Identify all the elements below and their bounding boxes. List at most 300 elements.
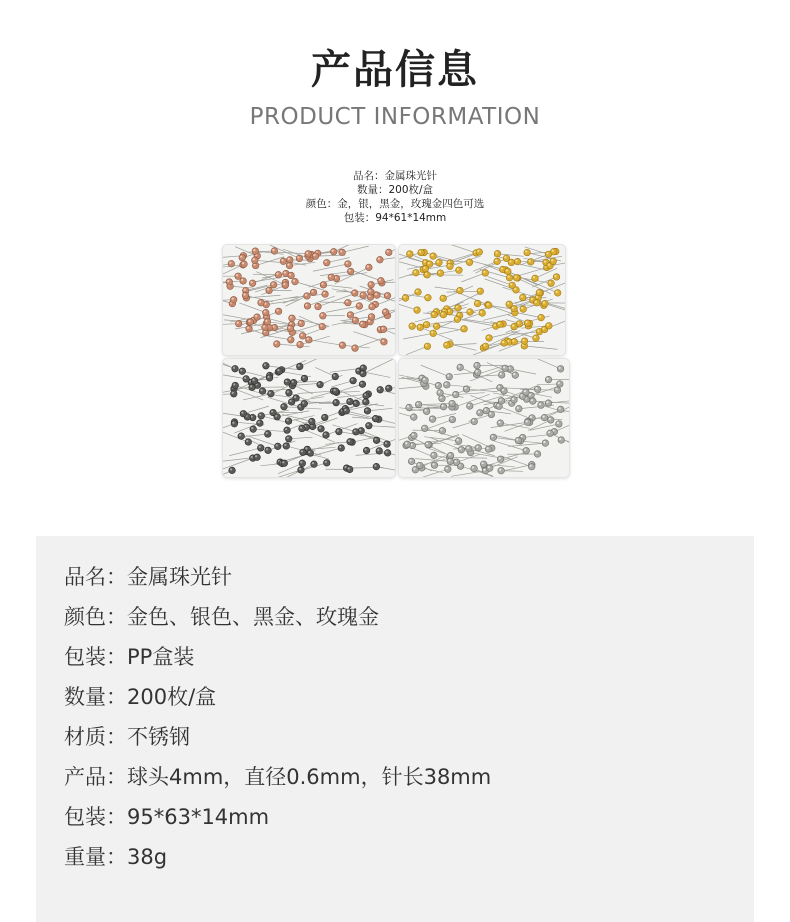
- pin-head: [538, 402, 545, 409]
- pin-head: [359, 381, 366, 388]
- pin-head: [452, 391, 459, 398]
- pin-head-highlight: [548, 431, 550, 433]
- pin-head-highlight: [438, 271, 440, 273]
- pin-head-highlight: [467, 447, 469, 449]
- pin-head-highlight: [477, 250, 479, 252]
- pin-head: [416, 462, 423, 469]
- pin-head-highlight: [440, 429, 442, 431]
- pin-shaft: [320, 302, 348, 303]
- pin-head-highlight: [520, 394, 522, 396]
- pin-head-highlight: [360, 382, 362, 384]
- pin-head-highlight: [537, 330, 539, 332]
- pin-head: [546, 322, 553, 329]
- pin-head-highlight: [416, 290, 418, 292]
- pin-head: [514, 258, 521, 265]
- pin-head: [506, 274, 513, 281]
- pin-head-highlight: [483, 344, 485, 346]
- pin-head-highlight: [308, 451, 310, 453]
- pin-head-highlight: [513, 373, 515, 375]
- pin-head: [480, 461, 487, 468]
- pin-shaft: [352, 437, 376, 442]
- pin-head-highlight: [320, 324, 322, 326]
- pin-box-black-gold: [222, 358, 396, 478]
- pin-head: [528, 463, 535, 470]
- pin-head: [466, 403, 473, 410]
- pin-head-highlight: [515, 276, 517, 278]
- pin-head: [494, 250, 501, 257]
- pin-head-highlight: [258, 421, 260, 423]
- pin-head: [402, 295, 409, 302]
- pin-head-highlight: [387, 250, 389, 252]
- pin-head: [275, 308, 282, 315]
- pin-head-highlight: [368, 295, 370, 297]
- pin-head-highlight: [246, 440, 248, 442]
- pin-head-highlight: [436, 384, 438, 386]
- pin-head-highlight: [325, 461, 327, 463]
- pin-head: [372, 415, 379, 422]
- pin-head-highlight: [293, 280, 295, 282]
- pin-head: [512, 372, 519, 379]
- pin-head: [554, 290, 561, 297]
- pin-head: [350, 377, 357, 384]
- pin-head: [431, 311, 438, 318]
- pin-head-highlight: [524, 449, 526, 451]
- pin-shaft: [223, 458, 253, 471]
- pin-head-highlight: [533, 276, 535, 278]
- spec-value: 不锈钢: [127, 725, 190, 749]
- pin-shaft: [524, 346, 557, 350]
- pin-head: [254, 454, 261, 461]
- pin-head: [406, 404, 413, 411]
- pin-head: [299, 333, 306, 340]
- pin-head-highlight: [357, 304, 359, 306]
- pin-head-highlight: [458, 313, 460, 315]
- pin-head: [542, 300, 549, 307]
- pin-head-highlight: [494, 324, 496, 326]
- pin-head: [262, 309, 269, 316]
- pin-head: [532, 275, 539, 282]
- pin-shaft: [323, 285, 352, 288]
- pin-head-highlight: [535, 301, 537, 303]
- pin-head-highlight: [500, 373, 502, 375]
- pin-head-highlight: [357, 369, 359, 371]
- pin-head: [345, 299, 352, 306]
- pin-head-highlight: [259, 414, 261, 416]
- pin-head: [445, 466, 452, 473]
- pin-head: [286, 262, 293, 269]
- pin-head: [486, 465, 493, 472]
- pin-head: [557, 366, 564, 373]
- pin-head-highlight: [428, 262, 430, 264]
- pin-head-highlight: [375, 438, 377, 440]
- pin-head: [232, 365, 239, 372]
- spec-value: 球头4mm，直径0.6mm，针长38mm: [127, 765, 492, 789]
- pin-head-highlight: [275, 342, 277, 344]
- pin-shaft: [456, 393, 485, 395]
- pin-head-highlight: [450, 417, 452, 419]
- pin-head-highlight: [353, 318, 355, 320]
- pin-head-highlight: [287, 391, 289, 393]
- pin-head-highlight: [334, 389, 336, 391]
- pin-head-highlight: [498, 421, 500, 423]
- pin-head: [285, 436, 292, 443]
- pin-head-highlight: [305, 294, 307, 296]
- pin-head-highlight: [365, 409, 367, 411]
- pin-head: [307, 450, 314, 457]
- pin-head: [550, 258, 557, 265]
- pin-head: [266, 375, 273, 382]
- pins-illustration: [399, 359, 569, 477]
- pin-head: [558, 437, 565, 444]
- pin-head-highlight: [251, 456, 253, 458]
- pin-head: [523, 389, 530, 396]
- pin-head: [321, 414, 328, 421]
- pin-head: [330, 248, 337, 255]
- spec-row: [64, 602, 379, 632]
- pin-head-highlight: [339, 446, 341, 448]
- pin-head-highlight: [250, 281, 252, 283]
- pin-head: [281, 460, 288, 467]
- pin-head-highlight: [478, 289, 480, 291]
- pin-head: [246, 325, 253, 332]
- pin-head: [530, 398, 537, 405]
- pin-head: [364, 408, 371, 415]
- pin-head-highlight: [517, 407, 519, 409]
- pin-head: [301, 400, 308, 407]
- pin-head: [536, 289, 543, 296]
- pin-head: [274, 341, 281, 348]
- pin-head: [418, 249, 425, 256]
- pin-head-highlight: [521, 295, 523, 297]
- spec-panel: [36, 536, 754, 922]
- spec-row: [64, 762, 491, 792]
- pin-head-highlight: [531, 399, 533, 401]
- pin-head: [281, 403, 288, 410]
- pin-head: [353, 428, 360, 435]
- caption-line: 品名：金属珠光针: [353, 170, 437, 182]
- pin-head-highlight: [233, 383, 235, 385]
- pin-head: [312, 253, 319, 260]
- pin-shaft: [403, 333, 433, 339]
- pin-head: [377, 386, 384, 393]
- pin-head: [300, 449, 307, 456]
- pin-head-highlight: [552, 250, 554, 252]
- pin-head: [359, 321, 366, 328]
- pin-head-highlight: [229, 262, 231, 264]
- pin-head-highlight: [506, 269, 508, 271]
- pin-head: [433, 323, 440, 330]
- pin-head-highlight: [529, 260, 531, 262]
- pin-head-highlight: [432, 453, 434, 455]
- pin-head: [466, 259, 473, 266]
- pin-head: [333, 399, 340, 406]
- pin-head-highlight: [300, 461, 302, 463]
- pin-head-highlight: [472, 466, 474, 468]
- pin-head-highlight: [276, 273, 278, 275]
- pin-head-highlight: [462, 327, 464, 329]
- pin-head-highlight: [414, 271, 416, 273]
- pin-head-highlight: [441, 313, 443, 315]
- spec-value: 200枚/盒: [127, 685, 217, 709]
- pin-head: [502, 365, 509, 372]
- pin-head-highlight: [431, 254, 433, 256]
- pins-illustration: [223, 245, 395, 355]
- pin-head: [429, 416, 436, 423]
- pin-head: [440, 403, 447, 410]
- pin-shaft: [532, 359, 561, 369]
- pin-head-highlight: [289, 338, 291, 340]
- pin-shaft: [498, 254, 524, 257]
- pin-head-highlight: [375, 293, 377, 295]
- pin-head-highlight: [499, 457, 501, 459]
- pin-head-highlight: [448, 264, 450, 266]
- pin-shaft: [508, 443, 545, 446]
- pin-head-highlight: [425, 273, 427, 275]
- pin-head: [320, 312, 327, 319]
- pin-head: [292, 278, 299, 285]
- pin-head-highlight: [431, 331, 433, 333]
- pin-head: [276, 368, 283, 375]
- pin-shaft: [424, 252, 453, 260]
- pin-head-highlight: [285, 428, 287, 430]
- pin-head-highlight: [316, 304, 318, 306]
- pin-head: [352, 345, 359, 352]
- pin-shaft: [523, 435, 550, 438]
- pin-shaft: [483, 313, 515, 321]
- pin-head: [226, 279, 233, 286]
- pin-head: [382, 309, 389, 316]
- pin-head-highlight: [416, 402, 418, 404]
- pin-head: [374, 292, 381, 299]
- spec-value: 金色、银色、黑金、玫瑰金: [127, 605, 379, 629]
- pin-shaft: [356, 453, 388, 455]
- pin-head: [521, 338, 528, 345]
- pin-head: [423, 408, 430, 415]
- spec-row: [64, 682, 216, 712]
- pin-head-highlight: [456, 306, 458, 308]
- pin-shaft: [519, 316, 549, 324]
- spec-label: 品名：: [64, 565, 127, 589]
- pin-head-highlight: [556, 291, 558, 293]
- pin-head: [304, 303, 311, 310]
- pin-head-highlight: [467, 260, 469, 262]
- pin-head: [270, 409, 277, 416]
- pin-shaft: [503, 388, 538, 389]
- pin-head-highlight: [301, 334, 303, 336]
- pin-head: [471, 418, 478, 425]
- pin-head-highlight: [351, 379, 353, 381]
- pin-head: [424, 343, 431, 350]
- pin-head-highlight: [282, 461, 284, 463]
- pin-head: [534, 451, 541, 458]
- pin-head-highlight: [333, 374, 335, 376]
- pin-head-highlight: [419, 250, 421, 252]
- pin-head: [257, 420, 264, 427]
- pin-head-highlight: [412, 433, 414, 435]
- pin-head: [430, 330, 437, 337]
- pin-head-highlight: [367, 424, 369, 426]
- pin-head: [482, 270, 489, 277]
- pin-head-highlight: [242, 262, 244, 264]
- pin-head: [550, 248, 557, 255]
- pin-head-highlight: [294, 396, 296, 398]
- spec-label: 包装：: [64, 805, 127, 829]
- pin-box-rose-gold: [222, 244, 396, 356]
- pin-head-highlight: [415, 308, 417, 310]
- pin-head: [315, 303, 322, 310]
- pin-head: [257, 445, 264, 452]
- pin-head: [410, 414, 417, 421]
- pin-head: [523, 447, 530, 454]
- pin-head-highlight: [313, 254, 315, 256]
- pin-head: [288, 336, 295, 343]
- pin-head-highlight: [361, 366, 363, 368]
- spec-row: [64, 842, 167, 872]
- pin-box-gold: [398, 244, 566, 356]
- pin-head: [467, 309, 474, 316]
- pin-head: [542, 440, 549, 447]
- pin-head: [339, 342, 346, 349]
- pin-head: [274, 443, 281, 450]
- pin-head: [288, 399, 295, 406]
- pins-illustration: [399, 245, 565, 355]
- pin-head: [249, 280, 256, 287]
- pin-head: [557, 406, 564, 413]
- pin-head: [384, 450, 391, 457]
- pin-head-highlight: [282, 405, 284, 407]
- pin-head: [501, 340, 508, 347]
- pin-head-highlight: [551, 259, 553, 261]
- pin-head: [338, 445, 345, 452]
- pin-head-highlight: [290, 322, 292, 324]
- pin-head-highlight: [325, 261, 327, 263]
- pin-head: [258, 299, 265, 306]
- spec-value: 金属珠光针: [127, 565, 232, 589]
- pin-head: [289, 315, 296, 322]
- pin-head: [553, 274, 560, 281]
- pin-head-highlight: [232, 392, 234, 394]
- pin-head-highlight: [507, 302, 509, 304]
- pin-head-highlight: [509, 260, 511, 262]
- pin-head-highlight: [373, 417, 375, 419]
- pin-shaft: [295, 282, 324, 291]
- pin-head-highlight: [288, 258, 290, 260]
- pin-head-highlight: [484, 409, 486, 411]
- pin-head: [298, 320, 305, 327]
- pin-head-highlight: [478, 411, 480, 413]
- pin-head: [415, 401, 422, 408]
- pin-head: [305, 251, 312, 258]
- pin-head: [322, 291, 329, 298]
- pin-shaft: [355, 338, 382, 348]
- pin-head-highlight: [263, 325, 265, 327]
- pin-shaft: [243, 406, 269, 414]
- pin-head-highlight: [512, 398, 514, 400]
- pin-head: [524, 320, 531, 327]
- pin-head-highlight: [271, 410, 273, 412]
- pin-head: [309, 418, 316, 425]
- pin-head: [252, 248, 259, 255]
- pin-shaft: [300, 359, 332, 366]
- pin-head: [377, 256, 384, 263]
- pin-head: [406, 251, 413, 258]
- pin-head-highlight: [432, 312, 434, 314]
- pin-head: [538, 314, 545, 321]
- pin-head-highlight: [259, 301, 261, 303]
- pin-head-highlight: [448, 459, 450, 461]
- pin-head-highlight: [348, 440, 350, 442]
- pin-head-highlight: [264, 364, 266, 366]
- pin-head: [347, 268, 354, 275]
- pin-head: [556, 421, 563, 428]
- pin-head-highlight: [265, 320, 267, 322]
- pin-head: [477, 288, 484, 295]
- pin-head: [449, 416, 456, 423]
- pin-head: [373, 463, 380, 470]
- pin-head-highlight: [361, 372, 363, 374]
- pin-head-highlight: [529, 393, 531, 395]
- pin-head: [275, 271, 282, 278]
- pin-head: [352, 317, 359, 324]
- pin-head-highlight: [546, 378, 548, 380]
- pin-head-highlight: [301, 450, 303, 452]
- pin-head: [385, 385, 392, 392]
- caption-line: 包装：94*61*14mm: [343, 212, 447, 224]
- pin-head-highlight: [536, 296, 538, 298]
- pin-head: [366, 422, 373, 429]
- pin-head: [318, 426, 325, 433]
- pin-shaft: [503, 457, 532, 467]
- pin-head-highlight: [298, 343, 300, 345]
- pin-head: [516, 320, 523, 327]
- pin-head-highlight: [323, 292, 325, 294]
- pin-head-highlight: [260, 389, 262, 391]
- pin-head-highlight: [387, 386, 389, 388]
- pin-head-highlight: [454, 392, 456, 394]
- pin-head-highlight: [525, 321, 527, 323]
- pin-shaft: [277, 344, 310, 347]
- pin-head: [436, 259, 443, 266]
- pin-head-highlight: [521, 435, 523, 437]
- pin-head-highlight: [475, 363, 477, 365]
- pin-shaft: [367, 408, 392, 411]
- pin-head-highlight: [307, 338, 309, 340]
- pin-head: [456, 267, 463, 274]
- pin-head-highlight: [542, 327, 544, 329]
- pin-head: [423, 321, 430, 328]
- pin-head-highlight: [558, 382, 560, 384]
- pin-head-highlight: [305, 447, 307, 449]
- pin-head: [497, 420, 504, 427]
- pin-head: [271, 248, 278, 255]
- pin-head: [511, 338, 518, 345]
- pin-head: [368, 281, 375, 288]
- pin-head-highlight: [361, 293, 363, 295]
- pin-head-highlight: [321, 314, 323, 316]
- pin-head-highlight: [302, 376, 304, 378]
- pin-head-highlight: [512, 307, 514, 309]
- pin-head: [336, 428, 343, 435]
- pin-head-highlight: [378, 388, 380, 390]
- pin-head: [477, 410, 484, 417]
- pin-head: [259, 388, 266, 395]
- pin-shaft: [426, 448, 450, 456]
- pin-head: [465, 445, 472, 452]
- pin-head-highlight: [455, 317, 457, 319]
- pin-head: [486, 335, 493, 342]
- pin-head-highlight: [413, 468, 415, 470]
- pin-head-highlight: [299, 468, 301, 470]
